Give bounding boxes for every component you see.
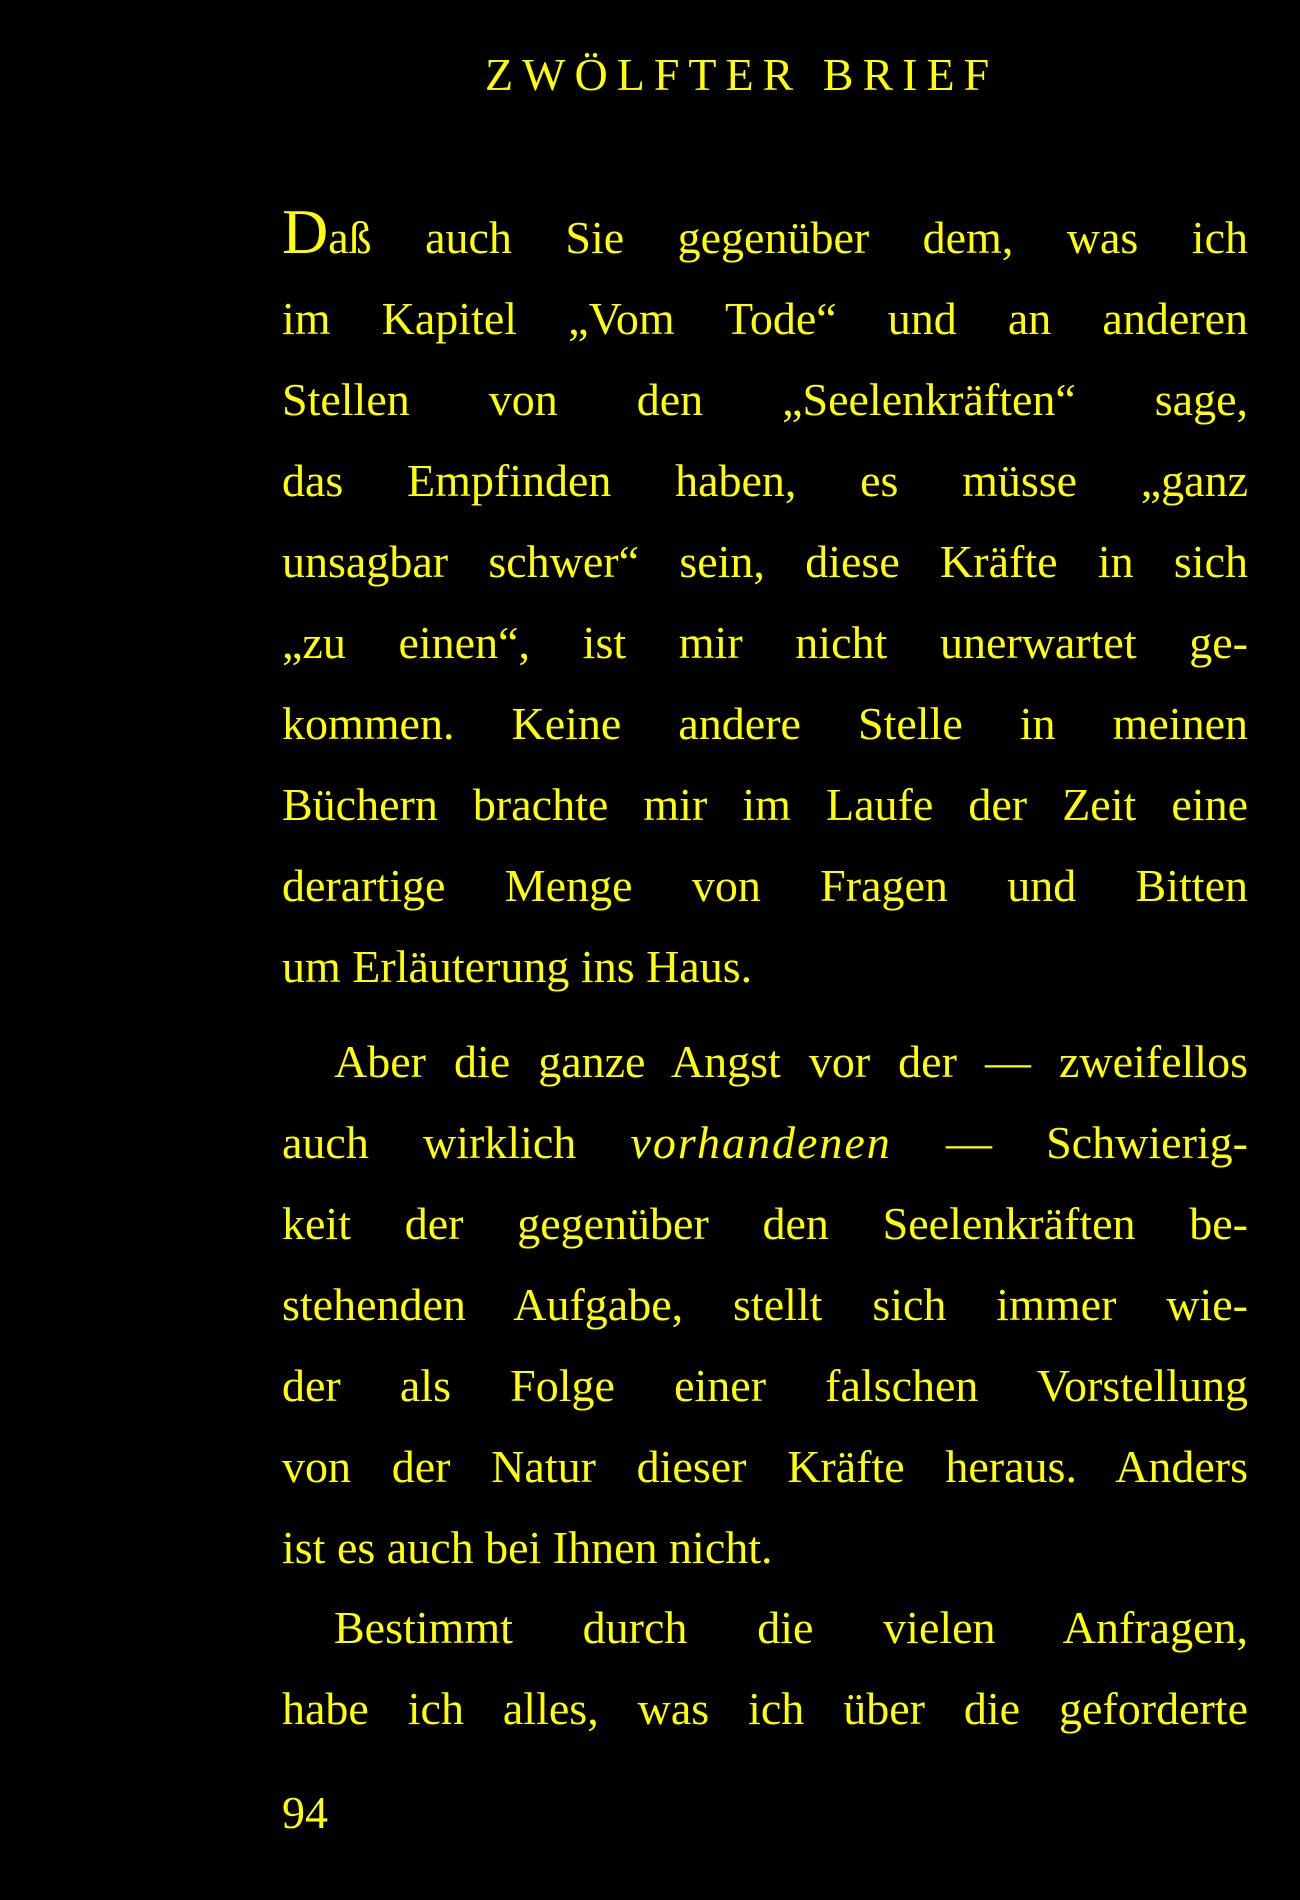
text-line: Büchern brachte mir im Laufe der Zeit eine xyxy=(282,779,1248,830)
text-line: stehenden Aufgabe, stellt sich immer wie- xyxy=(282,1279,1248,1330)
text-line: Aber die ganze Angst vor der — zweifellos xyxy=(334,1036,1248,1087)
drop-cap: D xyxy=(282,196,329,267)
text-line: im Kapitel „Vom Tode“ und an anderen xyxy=(282,293,1248,344)
text-line xyxy=(282,197,1248,278)
text-line-rest: aß auch Sie gegenüber dem, was ich xyxy=(328,212,1248,263)
text-line: derartige Menge von Fragen und Bitten xyxy=(282,860,1248,911)
text-line: Bestimmt durch die vielen Anfragen, xyxy=(334,1602,1248,1653)
text-line: unsagbar schwer“ sein, diese Kräfte in sich xyxy=(282,536,1248,587)
text-fragment: — Schwierig- xyxy=(891,1117,1248,1168)
text-fragment: auch wirklich xyxy=(282,1117,631,1168)
text-line: von der Natur dieser Kräfte heraus. Anders xyxy=(282,1441,1248,1492)
text-line: keit der gegenüber den Seelenkräften be- xyxy=(282,1198,1248,1249)
text-line: das Empfinden haben, es müsse „ganz xyxy=(282,455,1248,506)
paragraph-2 xyxy=(282,1021,1248,1588)
chapter-heading: ZWÖLFTER BRIEF xyxy=(485,49,999,100)
emphasized-word: vorhandenen xyxy=(630,1117,892,1168)
text-line xyxy=(282,1102,1248,1183)
text-line: um Erläuterung ins Haus. xyxy=(282,941,753,992)
text-line: „zu einen“, ist mir nicht unerwartet ge- xyxy=(282,617,1248,668)
page-number: 94 xyxy=(282,1787,328,1838)
text-line: Stellen von den „Seelenkräften“ sage, xyxy=(282,374,1248,425)
paragraph-1 xyxy=(282,197,1248,1007)
paragraph-3 xyxy=(282,1587,1248,1749)
text-line: habe ich alles, was ich über die geforderte xyxy=(282,1683,1248,1734)
text-line: der als Folge einer falschen Vorstellung xyxy=(282,1360,1248,1411)
text-line: ist es auch bei Ihnen nicht. xyxy=(282,1522,773,1573)
text-line: kommen. Keine andere Stelle in meinen xyxy=(282,698,1248,749)
